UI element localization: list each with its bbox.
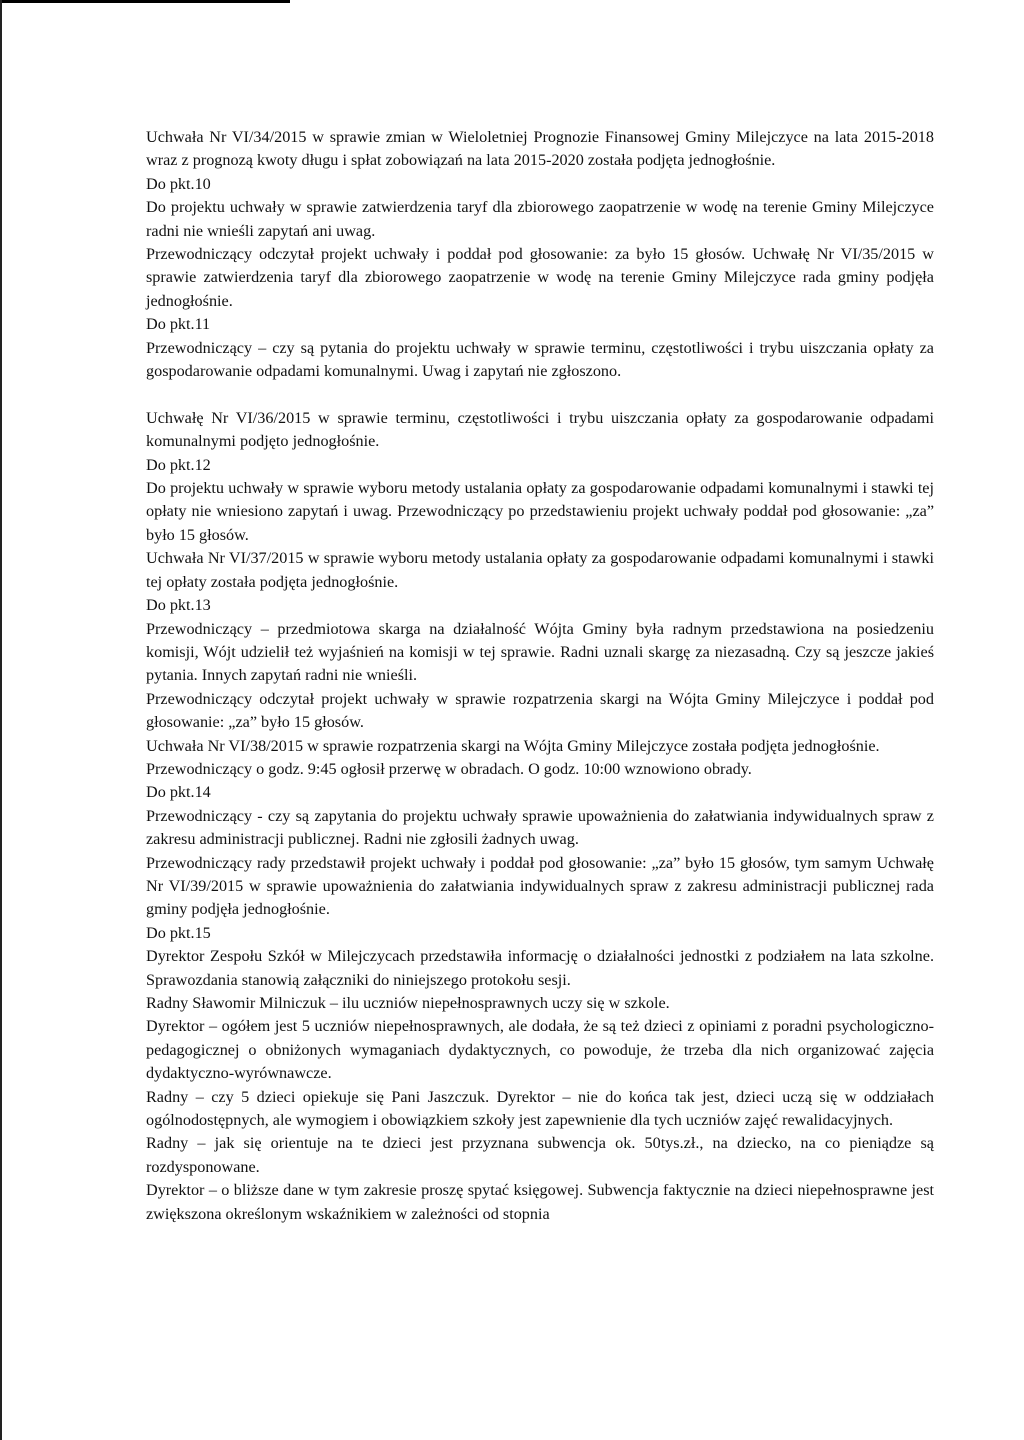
paragraph-councillor-question: Radny Sławomir Milniczuk – ilu uczniów niepełnosprawnych uczy się w szkole. bbox=[146, 994, 670, 1013]
item-heading-14: Do pkt.14 bbox=[146, 783, 211, 802]
item-heading-15: Do pkt.15 bbox=[146, 923, 211, 942]
paragraph-resolution-39: Przewodniczący rady przedstawił projekt uchwały i poddał pod głosowanie: „za” było 15 głosów, tym samym Uchwałę Nr VI/39/2015 w sprawie upoważnienia do załatwiania indywidualnych spraw z zakresu administracji publicznej rada gminy podjęła jednogłośnie. bbox=[146, 853, 934, 919]
blank-line bbox=[146, 383, 934, 406]
paragraph-director-answer-2: Dyrektor – o bliższe dane w tym zakresie proszę spytać księgowej. Subwencja faktycznie na dzieci niepełnosprawne jest zwiększona określonym wskaźnikiem w zależności od stopnia bbox=[146, 1181, 934, 1223]
scan-border-top bbox=[0, 0, 290, 3]
item-heading-11: Do pkt.11 bbox=[146, 315, 211, 334]
paragraph-break-announcement: Przewodniczący o godz. 9:45 ogłosił przerwę w obradach. O godz. 10:00 wznowiono obrady. bbox=[146, 759, 752, 778]
paragraph-school-report: Dyrektor Zespołu Szkół w Milejczycach przedstawiła informację o działalności jednostki z podziałem na lata szkolne. Sprawozdania stanowią załączniki do niniejszego protokołu sesji. bbox=[146, 947, 934, 989]
paragraph-item-13-vote: Przewodniczący odczytał projekt uchwały w sprawie rozpatrzenia skargi na Wójta Gminy Milejczyce i poddał pod głosowanie: „za” było 15 głosów. bbox=[146, 689, 934, 732]
scan-border-left bbox=[0, 0, 2, 1440]
item-heading-10: Do pkt.10 bbox=[146, 174, 211, 193]
paragraph-resolution-35: Przewodniczący odczytał projekt uchwały i poddał pod głosowanie: za było 15 głosów. Uchwałę Nr VI/35/2015 w sprawie zatwierdzenia taryf dla zbiorowego zaopatrzenie w wodę na terenie Gminy Milejczyce rada gminy podjęła jednogłośnie. bbox=[146, 245, 934, 310]
paragraph-item-11-questions: Przewodniczący – czy są pytania do projektu uchwały w sprawie terminu, częstotliwości i trybu uiszczania opłaty za gospodarowanie odpadami komunalnymi. Uwag i zapytań nie zgłoszono. bbox=[146, 338, 934, 381]
paragraph-councillor-subsidy-question: Radny – jak się orientuje na te dzieci jest przyznana subwencja ok. 50tys.zł., na dziecko, na co pieniądze są rozdysponowane. bbox=[146, 1134, 934, 1176]
paragraph-item-14-questions: Przewodniczący - czy są zapytania do projektu uchwały sprawie upoważnienia do załatwiania indywidualnych spraw z zakresu administracji publicznej. Radni nie zgłosili żadnych uwag. bbox=[146, 806, 934, 849]
paragraph-director-answer-1: Dyrektor – ogółem jest 5 uczniów niepełnosprawnych, ale dodała, że są też dzieci z opiniami z poradni psychologiczno-pedagogicznej o obniżonych wymaganiach dydaktycznych, co powoduje, że trzeba dla nich organizować zajęcia dydaktyczno-wyrównawcze. bbox=[146, 1017, 934, 1083]
paragraph-resolution-36: Uchwałę Nr VI/36/2015 w sprawie terminu, częstotliwości i trybu uiszczania opłaty za gospodarowanie odpadami komunalnymi podjęto jednogłośnie. bbox=[146, 408, 934, 451]
paragraph-item-10-intro: Do projektu uchwały w sprawie zatwierdzenia taryf dla zbiorowego zaopatrzenie w wodę na terenie Gminy Milejczyce radni nie wnieśli zapytań ani uwag. bbox=[146, 198, 934, 240]
paragraph-item-13-complaint: Przewodniczący – przedmiotowa skarga na działalność Wójta Gminy była radnym przedstawiona na posiedzeniu komisji, Wójt udzielił też wyjaśnień na komisji w tej sprawie. Radni uznali skargę za niezasadną. Czy są jeszcze jakieś pytania. Innych zapytań radni nie wnieśli. bbox=[146, 619, 934, 685]
paragraph-resolution-37: Uchwała Nr VI/37/2015 w sprawie wyboru metody ustalania opłaty za gospodarowanie odpadami komunalnymi i stawki tej opłaty została podjęta jednogłośnie. bbox=[146, 549, 934, 591]
paragraph-resolution-38: Uchwała Nr VI/38/2015 w sprawie rozpatrzenia skargi na Wójta Gminy Milejczyce została podjęta jednogłośnie. bbox=[146, 736, 880, 755]
item-heading-13: Do pkt.13 bbox=[146, 596, 211, 615]
paragraph-item-12-vote: Do projektu uchwały w sprawie wyboru metody ustalania opłaty za gospodarowanie odpadami komunalnymi i stawki tej opłaty nie wniesiono zapytań i uwag. Przewodniczący po przedstawieniu projekt uchwały poddał pod głosowanie: „za” było 15 głosów. bbox=[146, 479, 934, 544]
item-heading-12: Do pkt.12 bbox=[146, 455, 211, 474]
document-page bbox=[146, 126, 934, 1226]
paragraph-resolution-34: Uchwała Nr VI/34/2015 w sprawie zmian w Wieloletniej Prognozie Finansowej Gminy Milejczyce na lata 2015-2018 wraz z prognozą kwoty długu i spłat zobowiązań na lata 2015-2020 została podjęta jednogłośnie. bbox=[146, 128, 934, 170]
paragraph-councillor-director-exchange: Radny – czy 5 dzieci opiekuje się Pani Jaszczuk. Dyrektor – nie do końca tak jest, dzieci uczą się w oddziałach ogólnodostępnych, ale wymogiem i obowiązkiem szkoły jest zapewnienie dla tych uczniów zajęć rewalidacyjnych. bbox=[146, 1087, 934, 1130]
